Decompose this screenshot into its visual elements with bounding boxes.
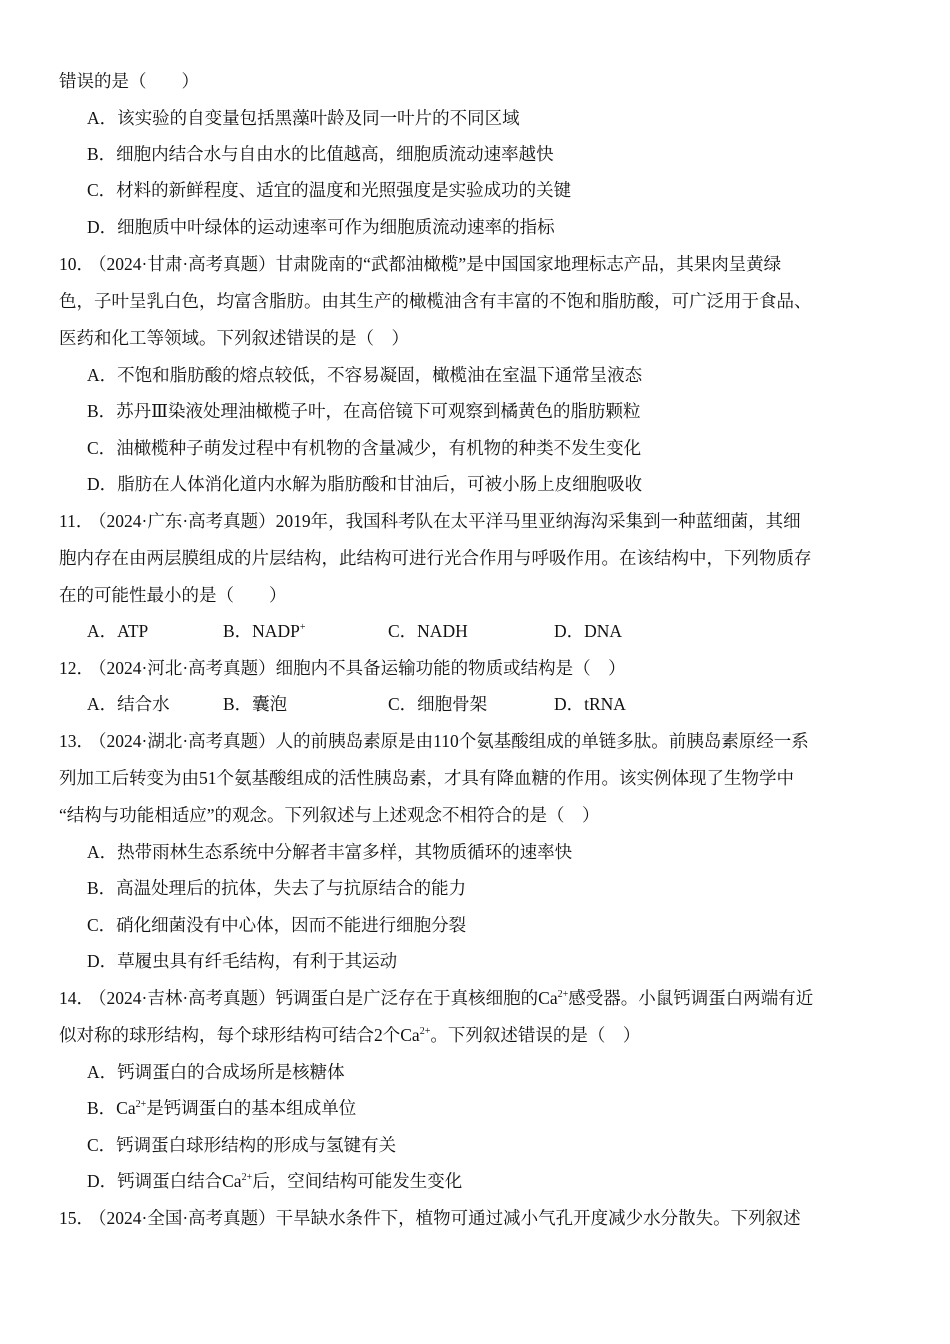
question-10-option-c: C．油橄榄种子萌发过程中有机物的含量减少，有机物的种类不发生变化	[87, 438, 642, 458]
question-11-option-c: C．NADH	[388, 621, 468, 641]
question-14-text-2a: 似对称的球形结构，每个球形结构可结合2个Ca	[59, 1025, 420, 1045]
question-14-option-c: C．钙调蛋白球形结构的形成与氢键有关	[87, 1135, 397, 1155]
superscript-2plus: 2+	[241, 1172, 253, 1183]
question-9-option-b: B．细胞内结合水与自由水的比值越高，细胞质流动速率越快	[87, 144, 554, 164]
question-10-stem-line-2: 色，子叶呈乳白色，均富含脂肪。由其生产的橄榄油含有丰富的不饱和脂肪酸，可广泛用于食品、	[59, 291, 812, 311]
question-10-option-b: B．苏丹Ⅲ染液处理油橄榄子叶，在高倍镜下可观察到橘黄色的脂肪颗粒	[87, 401, 641, 421]
question-13-option-d: D．草履虫具有纤毛结构，有利于其运动	[87, 951, 398, 971]
superscript-plus: +	[299, 622, 306, 633]
question-11-stem-line-3: 在的可能性最小的是（ ）	[59, 585, 287, 605]
question-15-number: 15．	[59, 1208, 94, 1228]
question-12-number: 12．	[59, 658, 94, 678]
question-11-text-1: （2024·广东·高考真题）2019年，我国科考队在太平洋马里亚纳海沟采集到一种蓝细菌，其细	[89, 511, 801, 531]
question-12-option-a: A．结合水	[87, 694, 170, 714]
question-14-option-b: B．$Ca^{2+}$是钙调蛋白的基本组成单位	[87, 1098, 357, 1118]
question-9-option-d: D．细胞质中叶绿体的运动速率可作为细胞质流动速率的指标	[87, 217, 555, 237]
question-13-number: 13．	[59, 731, 94, 751]
superscript-2plus: 2+	[557, 989, 569, 1000]
question-13-stem-line-3: “结构与功能相适应”的观念。下列叙述与上述观念不相符合的是（ ）	[59, 805, 600, 825]
question-12-text-1: （2024·河北·高考真题）细胞内不具备运输功能的物质或结构是（ ）	[89, 658, 626, 678]
question-14-text-1b: 感受器。小鼠钙调蛋白两端有近	[568, 988, 814, 1008]
question-9-option-a: A．该实验的自变量包括黑藻叶龄及同一叶片的不同区域	[87, 108, 520, 128]
question-13-text-1: （2024·湖北·高考真题）人的前胰岛素原是由110个氨基酸组成的单链多肽。前胰岛素原经一系	[89, 731, 809, 751]
question-9-stem-tail: 错误的是（ ）	[59, 71, 199, 91]
question-11-stem-line-2: 胞内存在由两层膜组成的片层结构，此结构可进行光合作用与呼吸作用。在该结构中，下列物质存	[59, 548, 812, 568]
question-13-stem-line-2: 列加工后转变为由51个氨基酸组成的活性胰岛素，才具有降血糖的作用。该实例体现了生物学中	[59, 768, 794, 788]
question-10-option-d: D．脂肪在人体消化道内水解为脂肪酸和甘油后，可被小肠上皮细胞吸收	[87, 474, 643, 494]
question-10-stem-line-1	[59, 252, 894, 276]
question-11-option-a: A．ATP	[87, 621, 149, 641]
question-10-stem-line-3: 医药和化工等领域。下列叙述错误的是（ ）	[59, 328, 409, 348]
question-12-option-b: B．囊泡	[223, 694, 288, 714]
question-11-number: 11．	[59, 511, 94, 531]
question-13-option-c: C．硝化细菌没有中心体，因而不能进行细胞分裂	[87, 915, 467, 935]
question-14-text-1a: （2024·吉林·高考真题）钙调蛋白是广泛存在于真核细胞的Ca	[89, 988, 558, 1008]
question-11-option-b: B．NADP+	[223, 621, 306, 641]
question-14-stem-line-1	[59, 986, 894, 1010]
question-15-text-1: （2024·全国·高考真题）干旱缺水条件下，植物可通过减小气孔开度减少水分散失。下列叙述	[89, 1208, 801, 1228]
question-15-stem-line-1	[59, 1206, 894, 1230]
question-12-option-c: C．细胞骨架	[388, 694, 488, 714]
question-12-stem-line-1	[59, 656, 894, 680]
superscript-2plus: 2+	[419, 1026, 431, 1037]
question-14-text-2b: 。下列叙述错误的是（ ）	[430, 1025, 641, 1045]
question-10-text-1: （2024·甘肃·高考真题）甘肃陇南的“武都油橄榄”是中国国家地理标志产品，其果肉呈黄绿	[89, 254, 782, 274]
question-14-stem-line-2	[59, 1023, 894, 1047]
question-11-stem-line-1	[59, 509, 894, 533]
question-13-option-b: B．高温处理后的抗体，失去了与抗原结合的能力	[87, 878, 467, 898]
question-13-stem-line-1	[59, 729, 894, 753]
superscript-2plus: 2+	[135, 1099, 147, 1110]
question-14-option-a: A．钙调蛋白的合成场所是核糖体	[87, 1062, 345, 1082]
question-9-option-c: C．材料的新鲜程度、适宜的温度和光照强度是实验成功的关键	[87, 180, 572, 200]
question-10-number: 10．	[59, 254, 94, 274]
question-13-option-a: A．热带雨林生态系统中分解者丰富多样，其物质循环的速率快	[87, 842, 573, 862]
question-12-option-d: D．tRNA	[554, 694, 626, 714]
question-11-option-d: D．DNA	[554, 621, 623, 641]
question-14-option-d: D．钙调蛋白结合$Ca^{2+}$后，空间结构可能发生变化	[87, 1171, 463, 1191]
question-14-number: 14．	[59, 988, 94, 1008]
question-10-option-a: A．不饱和脂肪酸的熔点较低，不容易凝固，橄榄油在室温下通常呈液态	[87, 365, 643, 385]
